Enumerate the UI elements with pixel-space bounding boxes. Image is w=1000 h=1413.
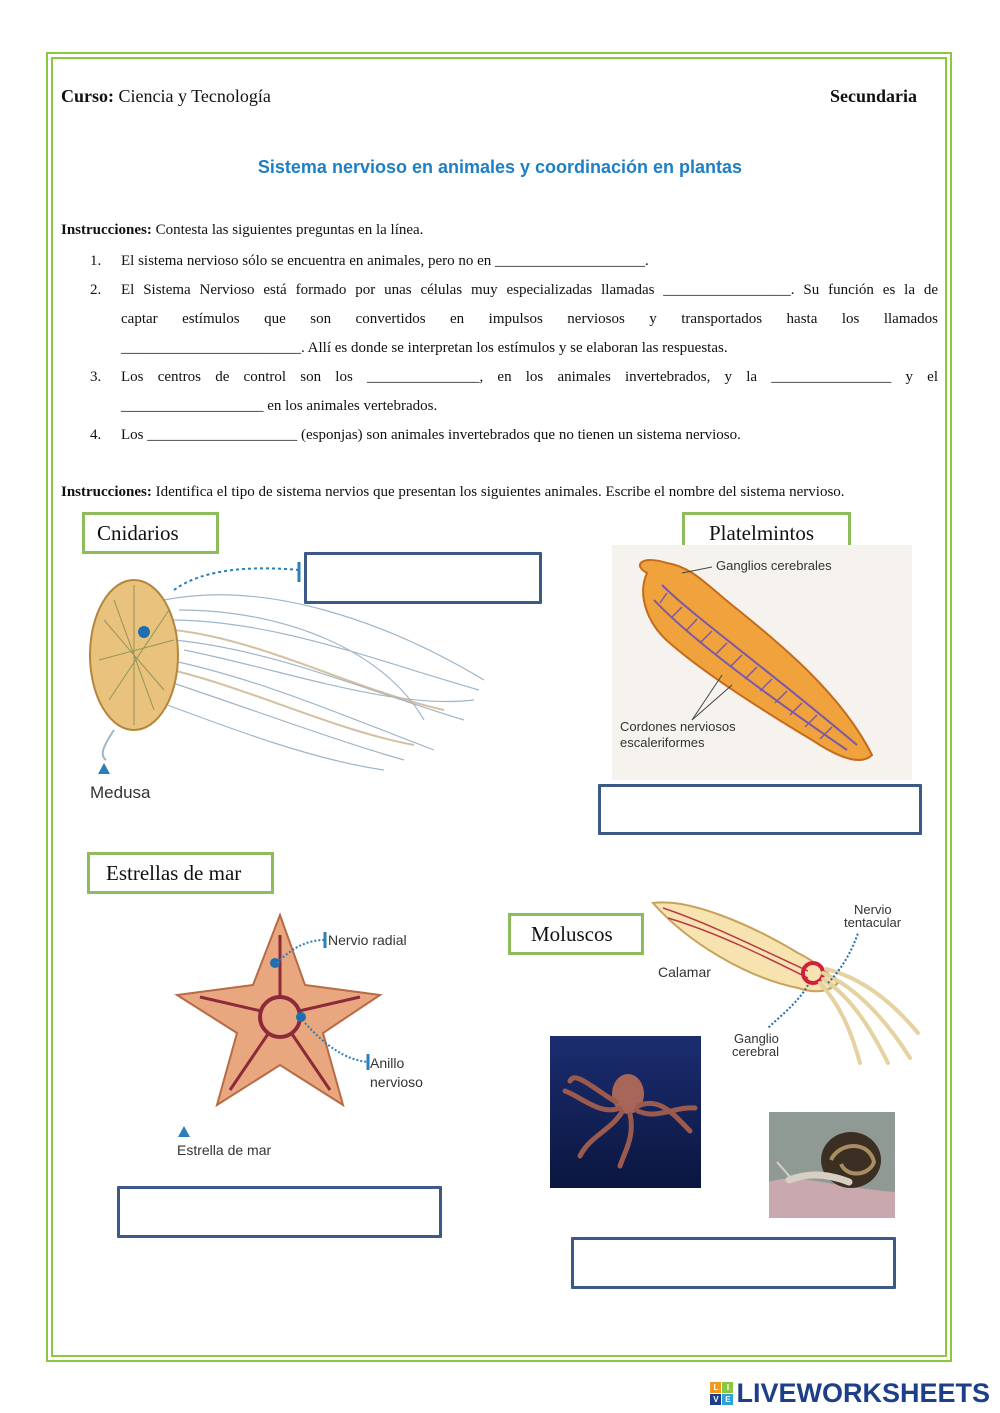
starfish-label-anillo: Anillo <box>370 1055 405 1071</box>
question-2-line-1[interactable]: El Sistema Nervioso está formado por unas células muy especializadas llamadas _________________. Su función es la de <box>121 282 938 298</box>
starfish-caption: Estrella de mar <box>177 1142 272 1158</box>
question-3-line-2[interactable]: ___________________ en los animales vertebrados. <box>121 398 438 414</box>
question-3-line-1[interactable]: Los centros de control son los _______________, en los animales invertebrados, y la ________________ y el <box>121 369 938 385</box>
liveworksheets-text: LIVEWORKSHEETS <box>736 1378 990 1408</box>
question-1-number: 1. <box>90 253 102 269</box>
question-4-number: 4. <box>90 427 102 443</box>
course-value: Ciencia y Tecnología <box>118 86 271 106</box>
label-moluscos: Moluscos <box>508 913 644 955</box>
question-3-number: 3. <box>90 369 102 385</box>
instructions-1-text: Contesta las siguientes preguntas en la línea. <box>155 222 424 238</box>
label-cnidarios: Cnidarios <box>82 512 219 554</box>
squid-label-ganglio: Ganglio <box>734 1031 779 1046</box>
question-1-text[interactable]: El sistema nervioso sólo se encuentra en animales, pero no en ____________________. <box>121 253 649 269</box>
answer-box-platelmintos[interactable] <box>598 784 922 835</box>
liveworksheets-logo-icon: L I V E <box>710 1382 733 1405</box>
answer-box-estrellas-de-mar[interactable] <box>117 1186 442 1238</box>
instructions-2 <box>61 484 845 501</box>
planaria-label-cordones: Cordones nerviosos <box>620 719 736 734</box>
question-4-text[interactable]: Los ____________________ (esponjas) son animales invertebrados que no tienen un sistema nervioso. <box>121 427 741 443</box>
squid-label-cerebral: cerebral <box>732 1044 779 1059</box>
answer-box-moluscos[interactable] <box>571 1237 896 1289</box>
course-line <box>61 86 271 107</box>
medusa-caption: Medusa <box>90 783 151 802</box>
page-title: Sistema nervioso en animales y coordinación en plantas <box>257 157 743 177</box>
course-label: Curso: <box>61 86 114 106</box>
octopus-photo <box>550 1036 701 1188</box>
answer-box-cnidarios[interactable] <box>304 552 542 604</box>
starfish-illustration <box>165 905 465 1165</box>
instructions-2-label: Instrucciones: <box>61 484 152 500</box>
question-2-number: 2. <box>90 282 102 298</box>
starfish-label-nervioso: nervioso <box>370 1074 423 1090</box>
starfish-label-nervio-radial: Nervio radial <box>328 932 407 948</box>
question-2-line-2: captar estímulos que son convertidos en impulsos nerviosos y transportados hasta los llamados <box>121 311 938 327</box>
snail-photo <box>769 1112 895 1218</box>
liveworksheets-brand[interactable] <box>710 1378 990 1409</box>
label-estrellas-de-mar: Estrellas de mar <box>87 852 274 894</box>
squid-caption: Calamar <box>658 964 711 980</box>
question-2-line-3[interactable]: ________________________. Allí es donde se interpretan los estímulos y se elaboran las respuestas. <box>121 340 728 356</box>
planaria-label-escaleriformes: escaleriformes <box>620 735 705 750</box>
planaria-label-ganglios: Ganglios cerebrales <box>716 558 832 573</box>
instructions-1 <box>61 222 423 239</box>
label-platelmintos: Platelmintos <box>682 512 851 554</box>
squid-label-nervio: Nervio <box>854 902 892 917</box>
instructions-2-text: Identifica el tipo de sistema nervios que presentan los siguientes animales. Escribe el nombre del sistema nervioso. <box>155 484 845 500</box>
planaria-illustration <box>612 545 912 780</box>
instructions-1-label: Instrucciones: <box>61 222 152 238</box>
level-label: Secundaria <box>830 86 918 106</box>
squid-label-tentacular: tentacular <box>844 915 902 930</box>
